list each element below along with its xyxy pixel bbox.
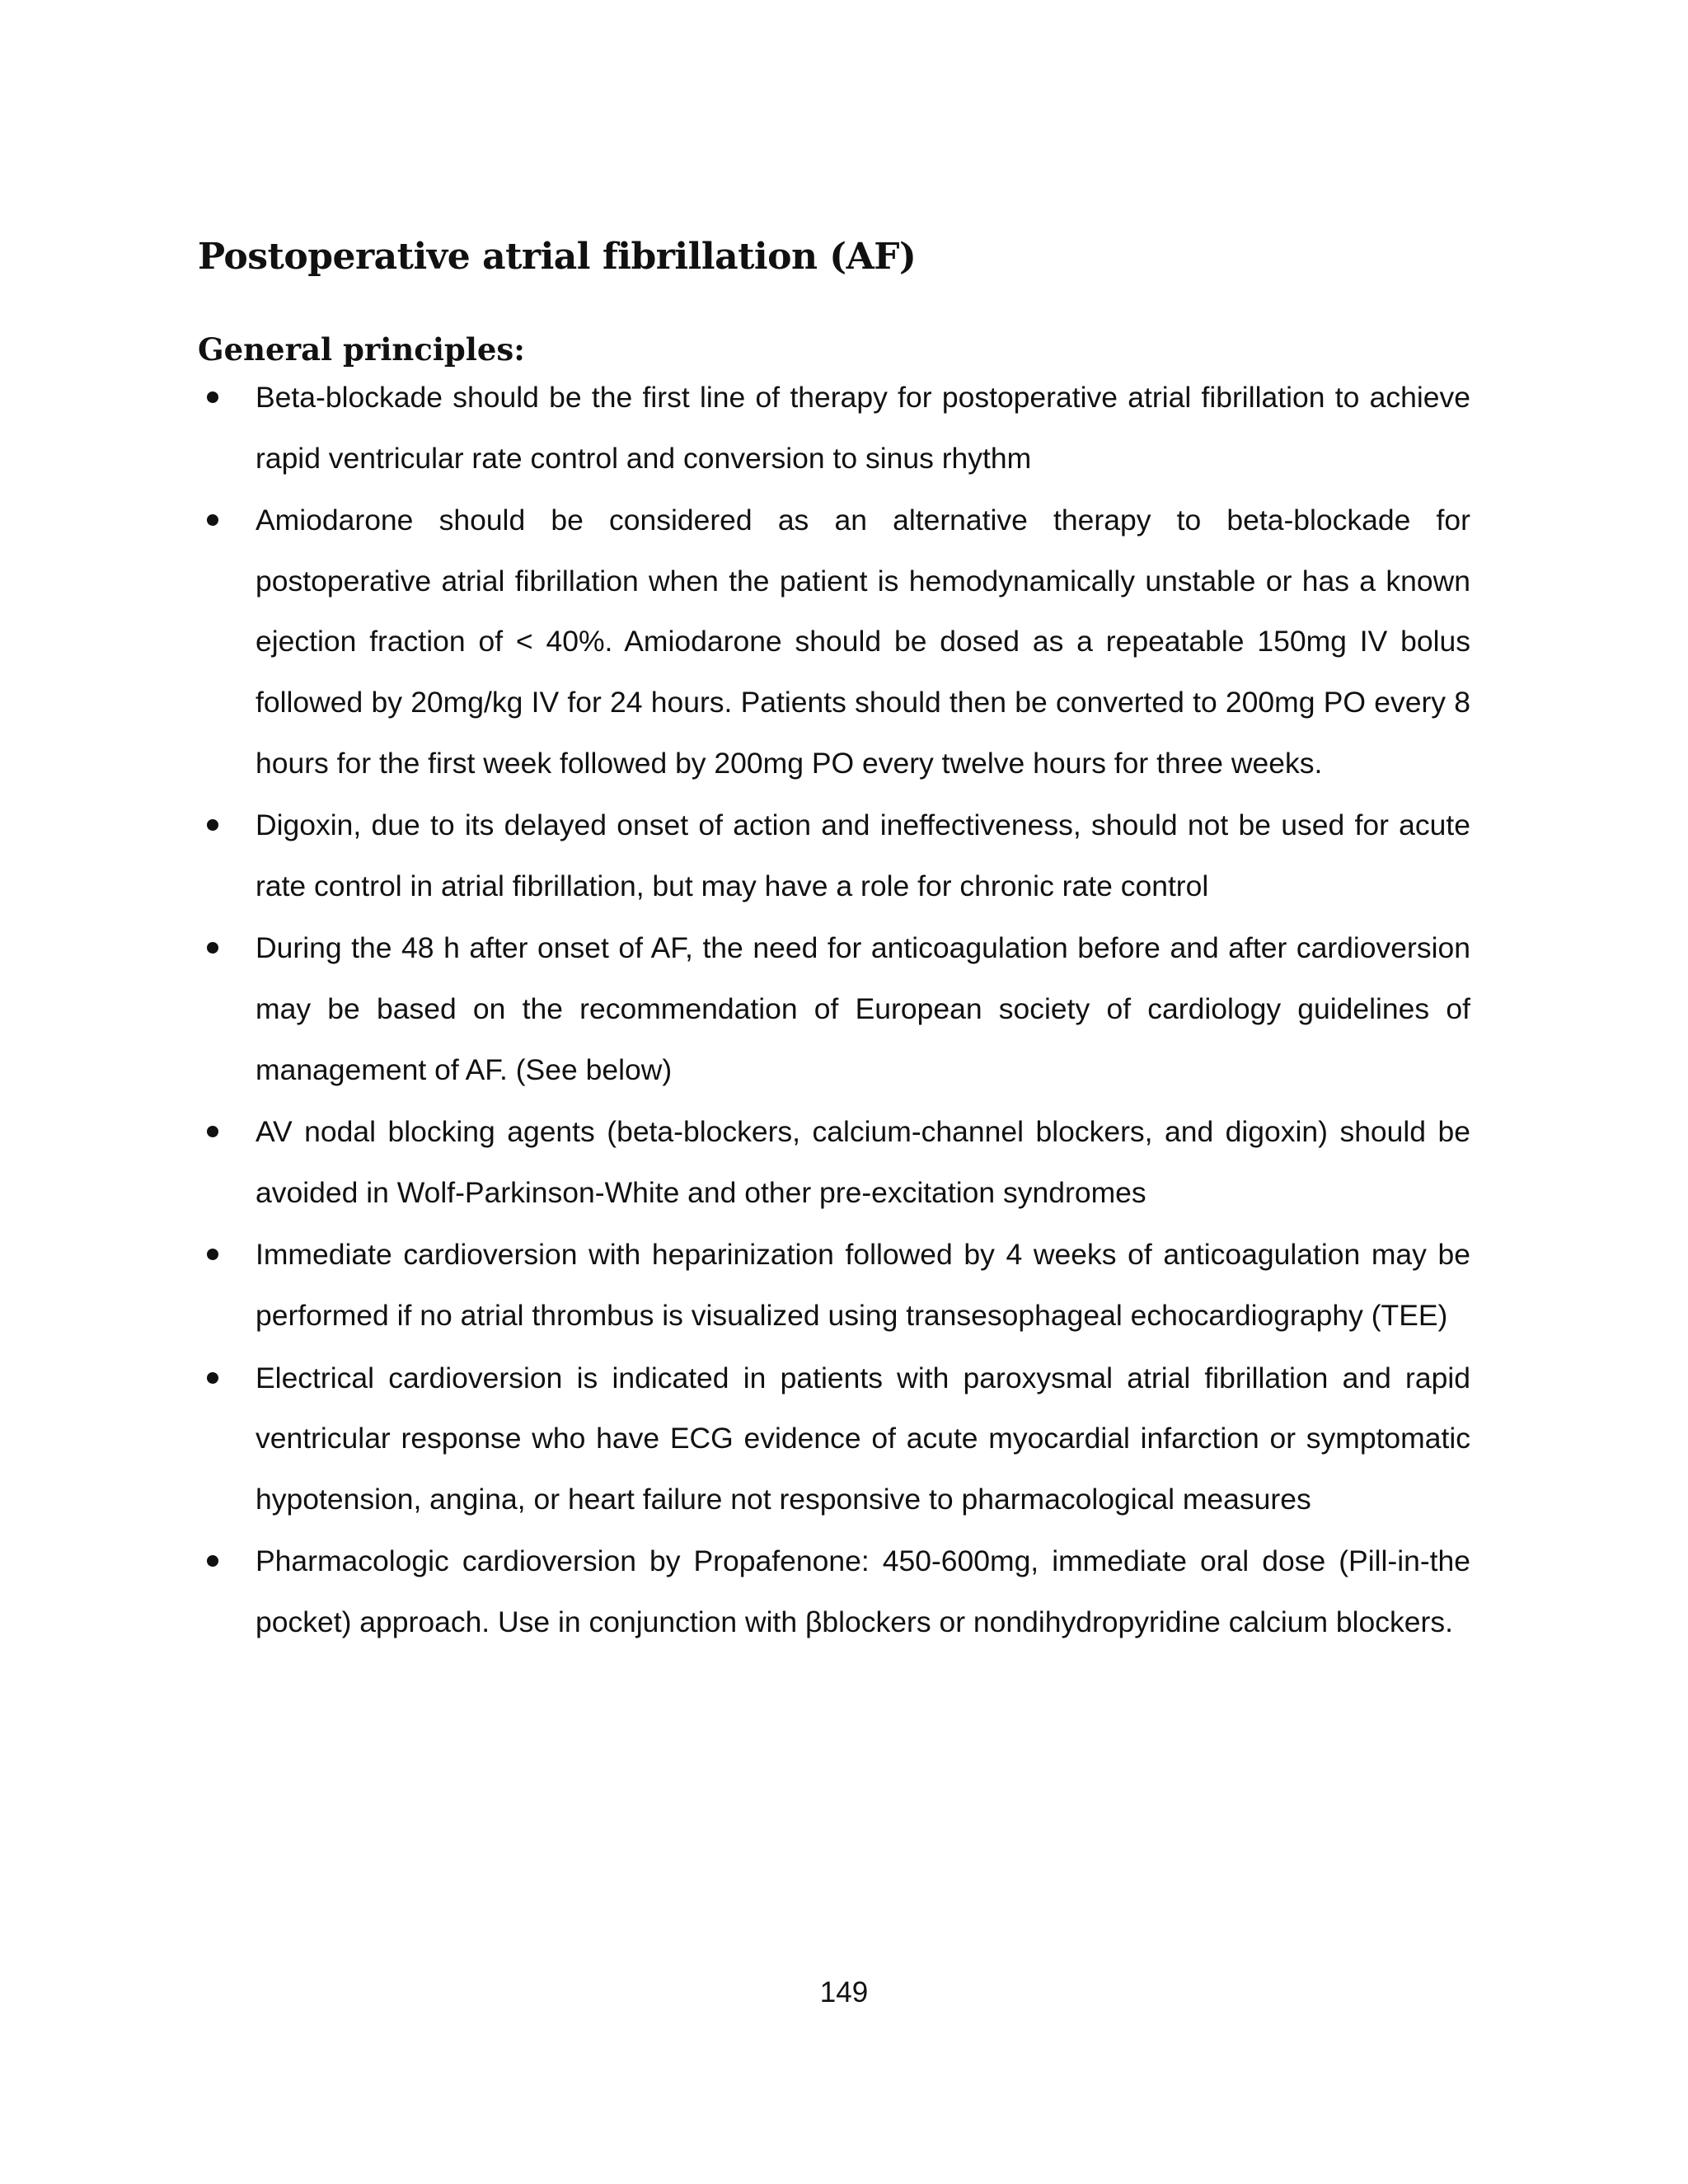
bullet-icon <box>207 391 218 403</box>
list-item <box>198 918 1470 1100</box>
bullet-icon <box>207 942 218 954</box>
bullet-icon <box>207 1555 218 1567</box>
list-item <box>198 1225 1470 1346</box>
bullet-list <box>198 368 1470 1654</box>
bullet-icon <box>207 1126 218 1137</box>
list-item <box>198 368 1470 489</box>
list-item-text: Electrical cardioversion is indicated in patients with paroxysmal atrial fibrillation and rapid ventricular response who have ECG evidence of acute myocardial infarction or symptomatic hypotension, angina, or heart failure not responsive to pharmacological measures <box>256 1361 1470 1516</box>
list-item-text: Pharmacologic cardioversion by Propafenone: 450-600mg, immediate oral dose (Pill-in-the pocket) approach. Use in conjunction with βblockers or nondihydropyridine calcium blockers. <box>256 1544 1470 1638</box>
list-item-text: Beta-blockade should be the first line of therapy for postoperative atrial fibrillation to achieve rapid ventricular rate control and conversion to sinus rhythm <box>256 381 1470 475</box>
bullet-icon <box>207 1372 218 1384</box>
list-item-text: AV nodal blocking agents (beta-blockers, calcium-channel blockers, and digoxin) should be avoided in Wolf-Parkinson-White and other pre-excitation syndromes <box>256 1115 1470 1209</box>
list-item <box>198 1102 1470 1223</box>
list-item-text: Digoxin, due to its delayed onset of action and ineffectiveness, should not be used for acute rate control in atrial fibrillation, but may have a role for chronic rate control <box>256 808 1470 902</box>
list-item <box>198 1348 1470 1530</box>
page-content <box>198 233 1470 1638</box>
list-item-text: Immediate cardioversion with heparinization followed by 4 weeks of anticoagulation may be performed if no atrial thrombus is visualized using transesophageal echocardiography (TEE) <box>256 1238 1470 1332</box>
bullet-icon <box>207 819 218 831</box>
list-item <box>198 795 1470 916</box>
bullet-icon <box>207 514 218 526</box>
list-item-text: During the 48 h after onset of AF, the need for anticoagulation before and after cardioversion may be based on the recommendation of European society of cardiology guidelines of management of AF. (See below) <box>256 931 1470 1086</box>
section-heading: General principles: <box>198 331 525 368</box>
page-title: Postoperative atrial fibrillation (AF) <box>198 236 917 278</box>
list-item-text: Amiodarone should be considered as an alternative therapy to beta-blockade for postoperative atrial fibrillation when the patient is hemodynamically unstable or has a known ejection fraction of < 40%. Amiodarone should be dosed as a repeatable 150mg IV bolus followed by 20mg/kg IV for 24 hours. Patients should then be converted to 200mg PO every 8 hours for the first week followed by 200mg PO every twelve hours for three weeks. <box>256 504 1470 780</box>
bullet-icon <box>207 1249 218 1260</box>
list-item <box>198 1531 1470 1652</box>
list-item <box>198 490 1470 794</box>
page-number: 149 <box>819 1976 869 2008</box>
